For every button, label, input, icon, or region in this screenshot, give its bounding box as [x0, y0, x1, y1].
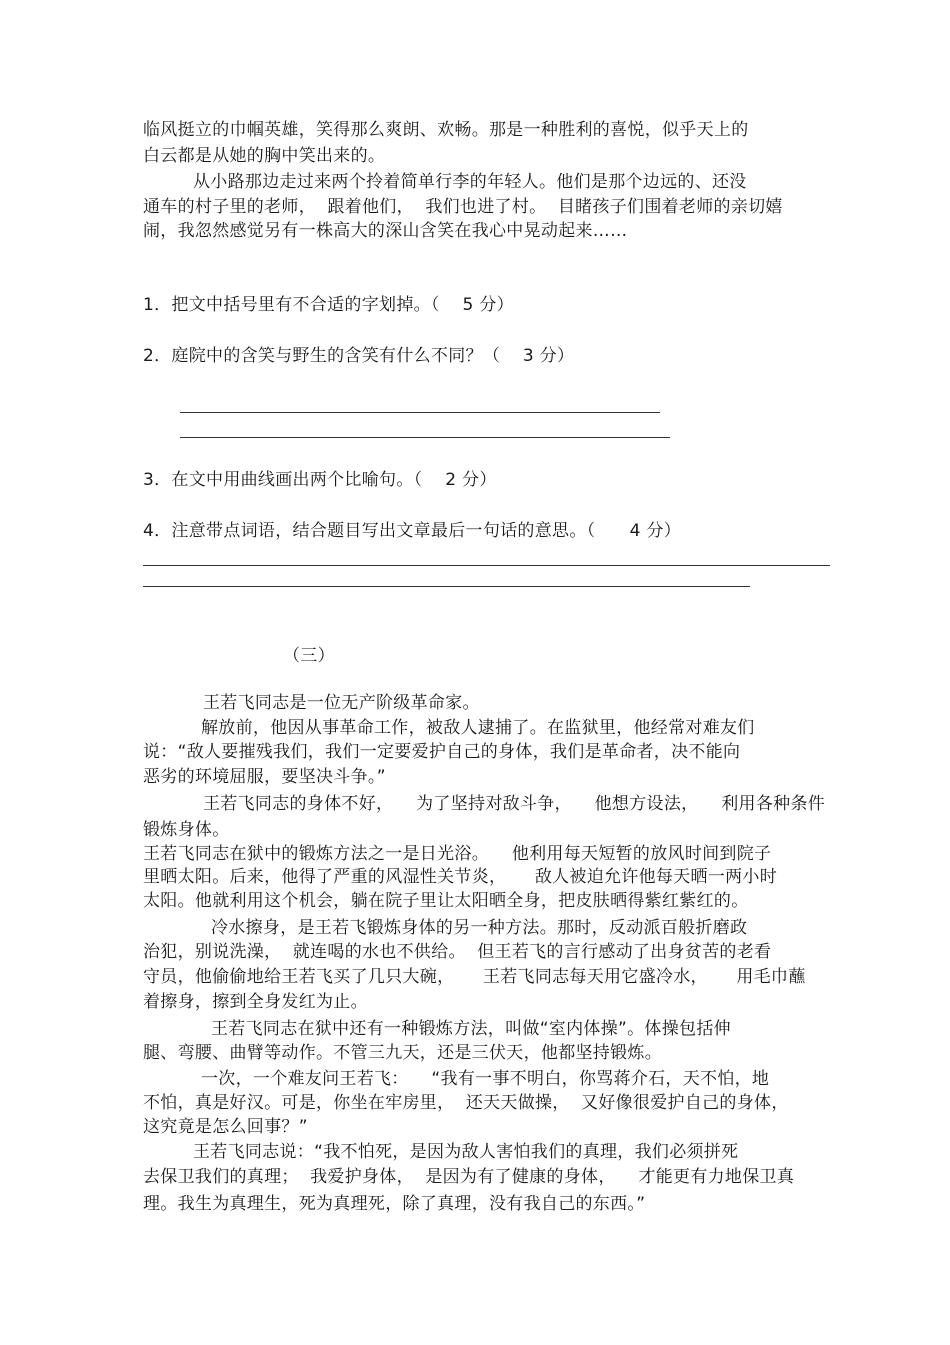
paragraph-line: 王若飞同志说：“我不怕死，是因为敌人害怕我们的真理，我们必须拼死 [193, 1142, 739, 1162]
paragraph-line: 一次，一个难友问王若飞： “我有一事不明白，你骂蒋介石，天不怕，地 [201, 1069, 770, 1089]
passage-line: 从小路那边走过来两个拎着简单行李的年轻人。他们是那个边远的、还没 [193, 172, 747, 192]
paragraph-line: 不怕，真是好汉。可是，你坐在牢房里， 还天天做操， 又好像很爱护自己的身体， [143, 1093, 789, 1113]
answer-line [180, 412, 660, 413]
paragraph-line: 王若飞同志在狱中的锻炼方法之一是日光浴。 他利用每天短暂的放风时间到院子 [143, 844, 772, 864]
paragraph-line: 王若飞同志在狱中还有一种锻炼方法，叫做“室内体操”。体操包括伸 [211, 1019, 731, 1039]
question-4: 4．注意带点词语，结合题目写出文章最后一句话的意思。（ 4 分） [143, 521, 682, 541]
answer-line [180, 437, 670, 438]
paragraph-line: 理。我生为真理生，死为真理死，除了真理，没有我自己的东西。” [143, 1194, 646, 1214]
answer-line [143, 586, 750, 587]
question-3: 3．在文中用曲线画出两个比喻句。（ 2 分） [143, 470, 497, 490]
paragraph-line: 锻炼身体。 [143, 820, 230, 840]
passage-line: 闹，我忽然感觉另有一株高大的深山含笑在我心中晃动起来…… [143, 221, 628, 241]
section-heading: （三） [283, 646, 335, 666]
passage-line: 通车的村子里的老师， 跟着他们， 我们也进了村。 目睹孩子们围着老师的亲切嬉 [143, 197, 783, 217]
paragraph-line: 解放前，他因从事革命工作，被敌人逮捕了。在监狱里，他经常对难友们 [201, 718, 755, 738]
passage-line: 临风挺立的巾帼英雄，笑得那么爽朗、欢畅。那是一种胜利的喜悦，似乎天上的 [143, 120, 749, 140]
answer-line [143, 565, 830, 566]
paragraph-line: 去保卫我们的真理； 我爱护身体， 是因为有了健康的身体， 才能更有力地保卫真 [143, 1167, 795, 1187]
question-1: 1．把文中括号里有不合适的字划掉。（ 5 分） [143, 295, 514, 315]
paragraph-line: 王若飞同志是一位无产阶级革命家。 [203, 693, 480, 713]
paragraph-line: 着擦身，擦到全身发红为止。 [143, 992, 368, 1012]
passage-line: 白云都是从她的胸中笑出来的。 [143, 146, 386, 166]
paragraph-line: 冷水擦身，是王若飞锻炼身体的另一种方法。那时，反动派百般折磨政 [211, 918, 748, 938]
paragraph-line: 这究竟是怎么回事？” [143, 1117, 308, 1137]
paragraph-line: 腿、弯腰、曲臂等动作。不管三九天，还是三伏天，他都坚持锻炼。 [143, 1043, 662, 1063]
question-2: 2．庭院中的含笑与野生的含笑有什么不同？（ 3 分） [143, 346, 575, 366]
paragraph-line: 说：“敌人要摧残我们，我们一定要爱护自己的身体，我们是革命者，决不能向 [143, 742, 741, 762]
paragraph-line: 太阳。他就利用这个机会，躺在院子里让太阳晒全身，把皮肤晒得紫红紫红的。 [143, 891, 749, 911]
paragraph-line: 里晒太阳。后来，他得了严重的风湿性关节炎， 敌人被迫允许他每天晒一两小时 [143, 867, 778, 887]
paragraph-line: 王若飞同志的身体不好， 为了坚持对敌斗争， 他想方设法， 利用各种条件 [203, 794, 826, 814]
paragraph-line: 治犯，别说洗澡， 就连喝的水也不供给。 但王若飞的言行感动了出身贫苦的老看 [143, 942, 772, 962]
paragraph-line: 恶劣的环境屈服，要坚决斗争。” [143, 767, 386, 787]
paragraph-line: 守员，他偷偷地给王若飞买了几只大碗， 王若飞同志每天用它盛冷水， 用毛巾蘸 [143, 967, 806, 987]
